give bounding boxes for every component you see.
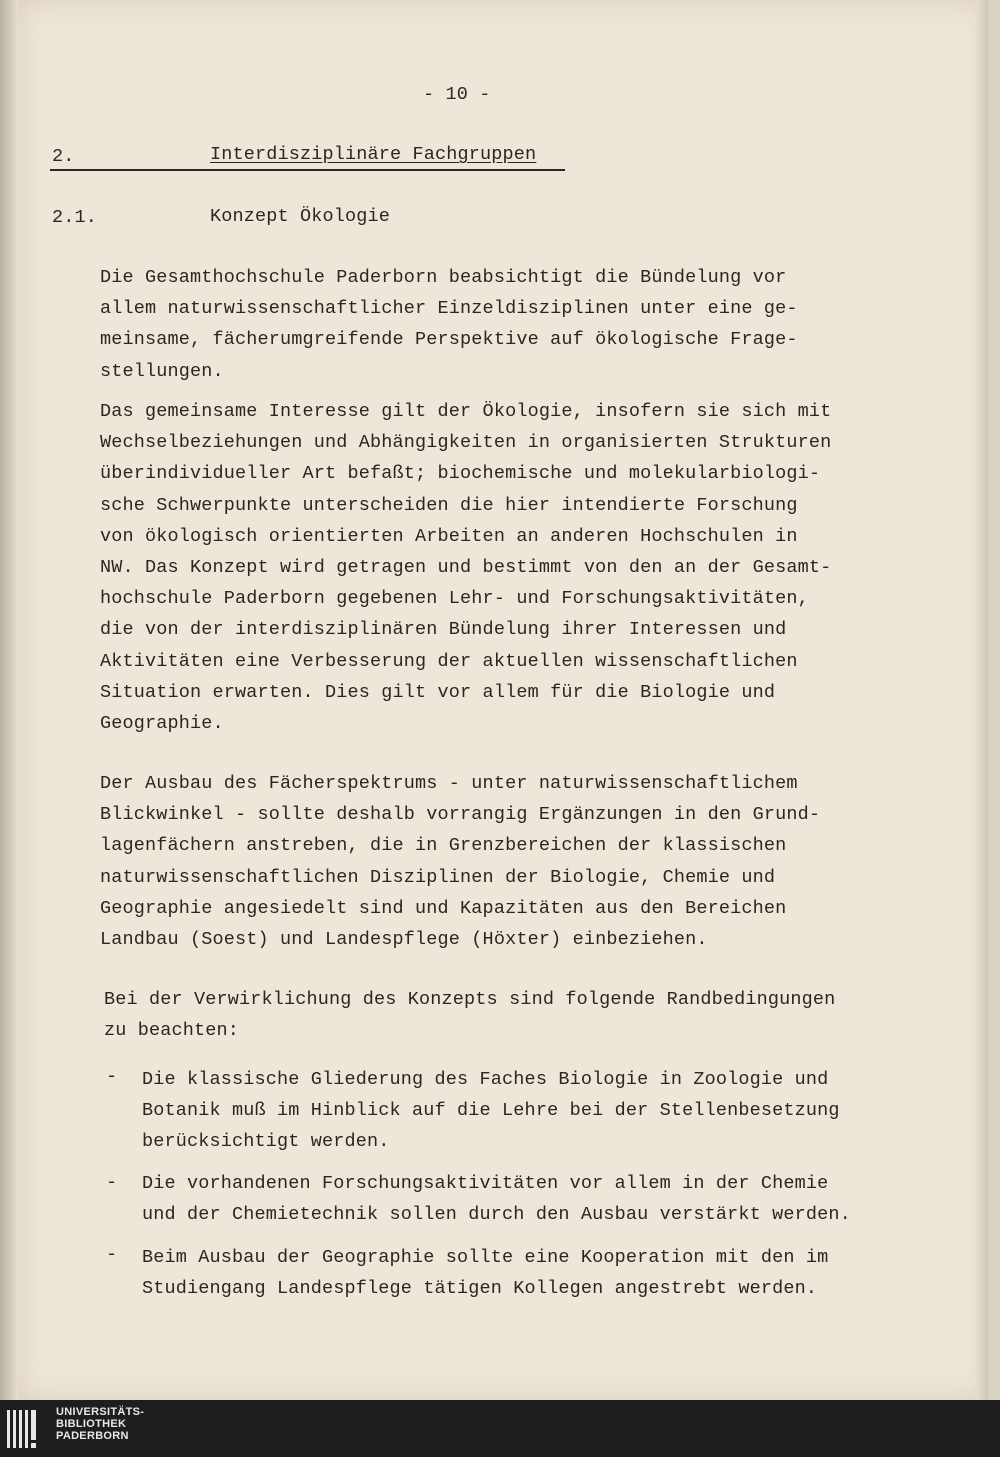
text-line: meinsame, fächerumgreifende Perspektive auf ökologische Frage- xyxy=(100,329,798,351)
library-name-line: BIBLIOTHEK xyxy=(56,1418,127,1430)
page-number: - 10 - xyxy=(423,84,491,105)
text-line: die von der interdisziplinären Bündelung ihrer Interessen und xyxy=(100,619,787,641)
text-line: Geographie. xyxy=(100,713,224,735)
text-line: von ökologisch orientierten Arbeiten an anderen Hochschulen in xyxy=(100,525,798,547)
text-line: Aktivitäten eine Verbesserung der aktuellen wissenschaftlichen xyxy=(100,650,798,672)
section-underline xyxy=(50,169,565,171)
text-line: Die klassische Gliederung des Faches Biologie in Zoologie und xyxy=(142,1069,829,1090)
text-line: sche Schwerpunkte unterscheiden die hier intendierte Forschung xyxy=(100,494,798,516)
book-spine-shadow xyxy=(0,0,18,1400)
text-line: allem naturwissenschaftlicher Einzeldisziplinen unter eine ge- xyxy=(100,298,798,320)
text-line: Geographie angesiedelt sind und Kapazitäten aus den Bereichen xyxy=(100,897,787,919)
library-footer-bar xyxy=(0,1400,1000,1457)
text-line: Die Gesamthochschule Paderborn beabsichtigt die Bündelung vor xyxy=(100,267,787,288)
list-bullet: - xyxy=(106,1244,118,1265)
text-line: Wechselbeziehungen und Abhängigkeiten in organisierten Strukturen xyxy=(100,432,832,454)
paragraph-expansion xyxy=(100,768,920,955)
subsection-number: 2.1. xyxy=(52,207,98,228)
section-title: Interdisziplinäre Fachgruppen xyxy=(210,144,537,165)
page-right-edge xyxy=(976,0,988,1400)
text-line: Landbau (Soest) und Landespflege (Höxter) einbeziehen. xyxy=(100,929,708,951)
library-name-line: PADERBORN xyxy=(56,1430,129,1442)
list-bullet: - xyxy=(106,1172,118,1193)
text-line: Blickwinkel - sollte deshalb vorrangig Ergänzungen in den Grund- xyxy=(100,804,821,826)
paragraph-intro xyxy=(100,262,920,387)
text-line: naturwissenschaftlichen Disziplinen der Biologie, Chemie und xyxy=(100,866,776,888)
text-line: zu beachten: xyxy=(104,1020,240,1042)
library-logo-icon xyxy=(6,1408,40,1452)
list-item xyxy=(142,1242,932,1304)
list-bullet: - xyxy=(106,1066,118,1087)
text-line: überindividueller Art befaßt; biochemische und molekularbiologi- xyxy=(100,463,821,485)
paragraph-interest xyxy=(100,396,920,739)
text-line: Studiengang Landespflege tätigen Kollegen angestrebt werden. xyxy=(142,1278,818,1300)
paragraph-conditions xyxy=(104,984,924,1046)
subsection-title: Konzept Ökologie xyxy=(210,206,391,227)
text-line: Beim Ausbau der Geographie sollte eine Kooperation mit den im xyxy=(142,1247,829,1268)
library-name xyxy=(56,1406,144,1442)
text-line: stellungen. xyxy=(100,360,224,382)
text-line: berücksichtigt werden. xyxy=(142,1131,390,1153)
text-line: hochschule Paderborn gegebenen Lehr- und Forschungsaktivitäten, xyxy=(100,588,809,610)
text-line: lagenfächern anstreben, die in Grenzbereichen der klassischen xyxy=(100,835,787,857)
text-line: NW. Das Konzept wird getragen und bestimmt von den an der Gesamt- xyxy=(100,557,832,579)
text-line: Situation erwarten. Dies gilt vor allem für die Biologie und xyxy=(100,681,776,703)
list-item xyxy=(142,1168,932,1230)
text-line: Botanik muß im Hinblick auf die Lehre bei der Stellenbesetzung xyxy=(142,1100,840,1122)
text-line: Bei der Verwirklichung des Konzepts sind folgende Randbedingungen xyxy=(104,989,836,1010)
text-line: Die vorhandenen Forschungsaktivitäten vor allem in der Chemie xyxy=(142,1173,829,1194)
list-item xyxy=(142,1064,932,1158)
text-line: Das gemeinsame Interesse gilt der Ökologie, insofern sie sich mit xyxy=(100,401,832,422)
section-number: 2. xyxy=(52,146,75,167)
text-line: Der Ausbau des Fächerspektrums - unter naturwissenschaftlichem xyxy=(100,773,798,794)
text-line: und der Chemietechnik sollen durch den Ausbau verstärkt werden. xyxy=(142,1204,851,1226)
library-name-line: UNIVERSITÄTS- xyxy=(56,1406,145,1418)
